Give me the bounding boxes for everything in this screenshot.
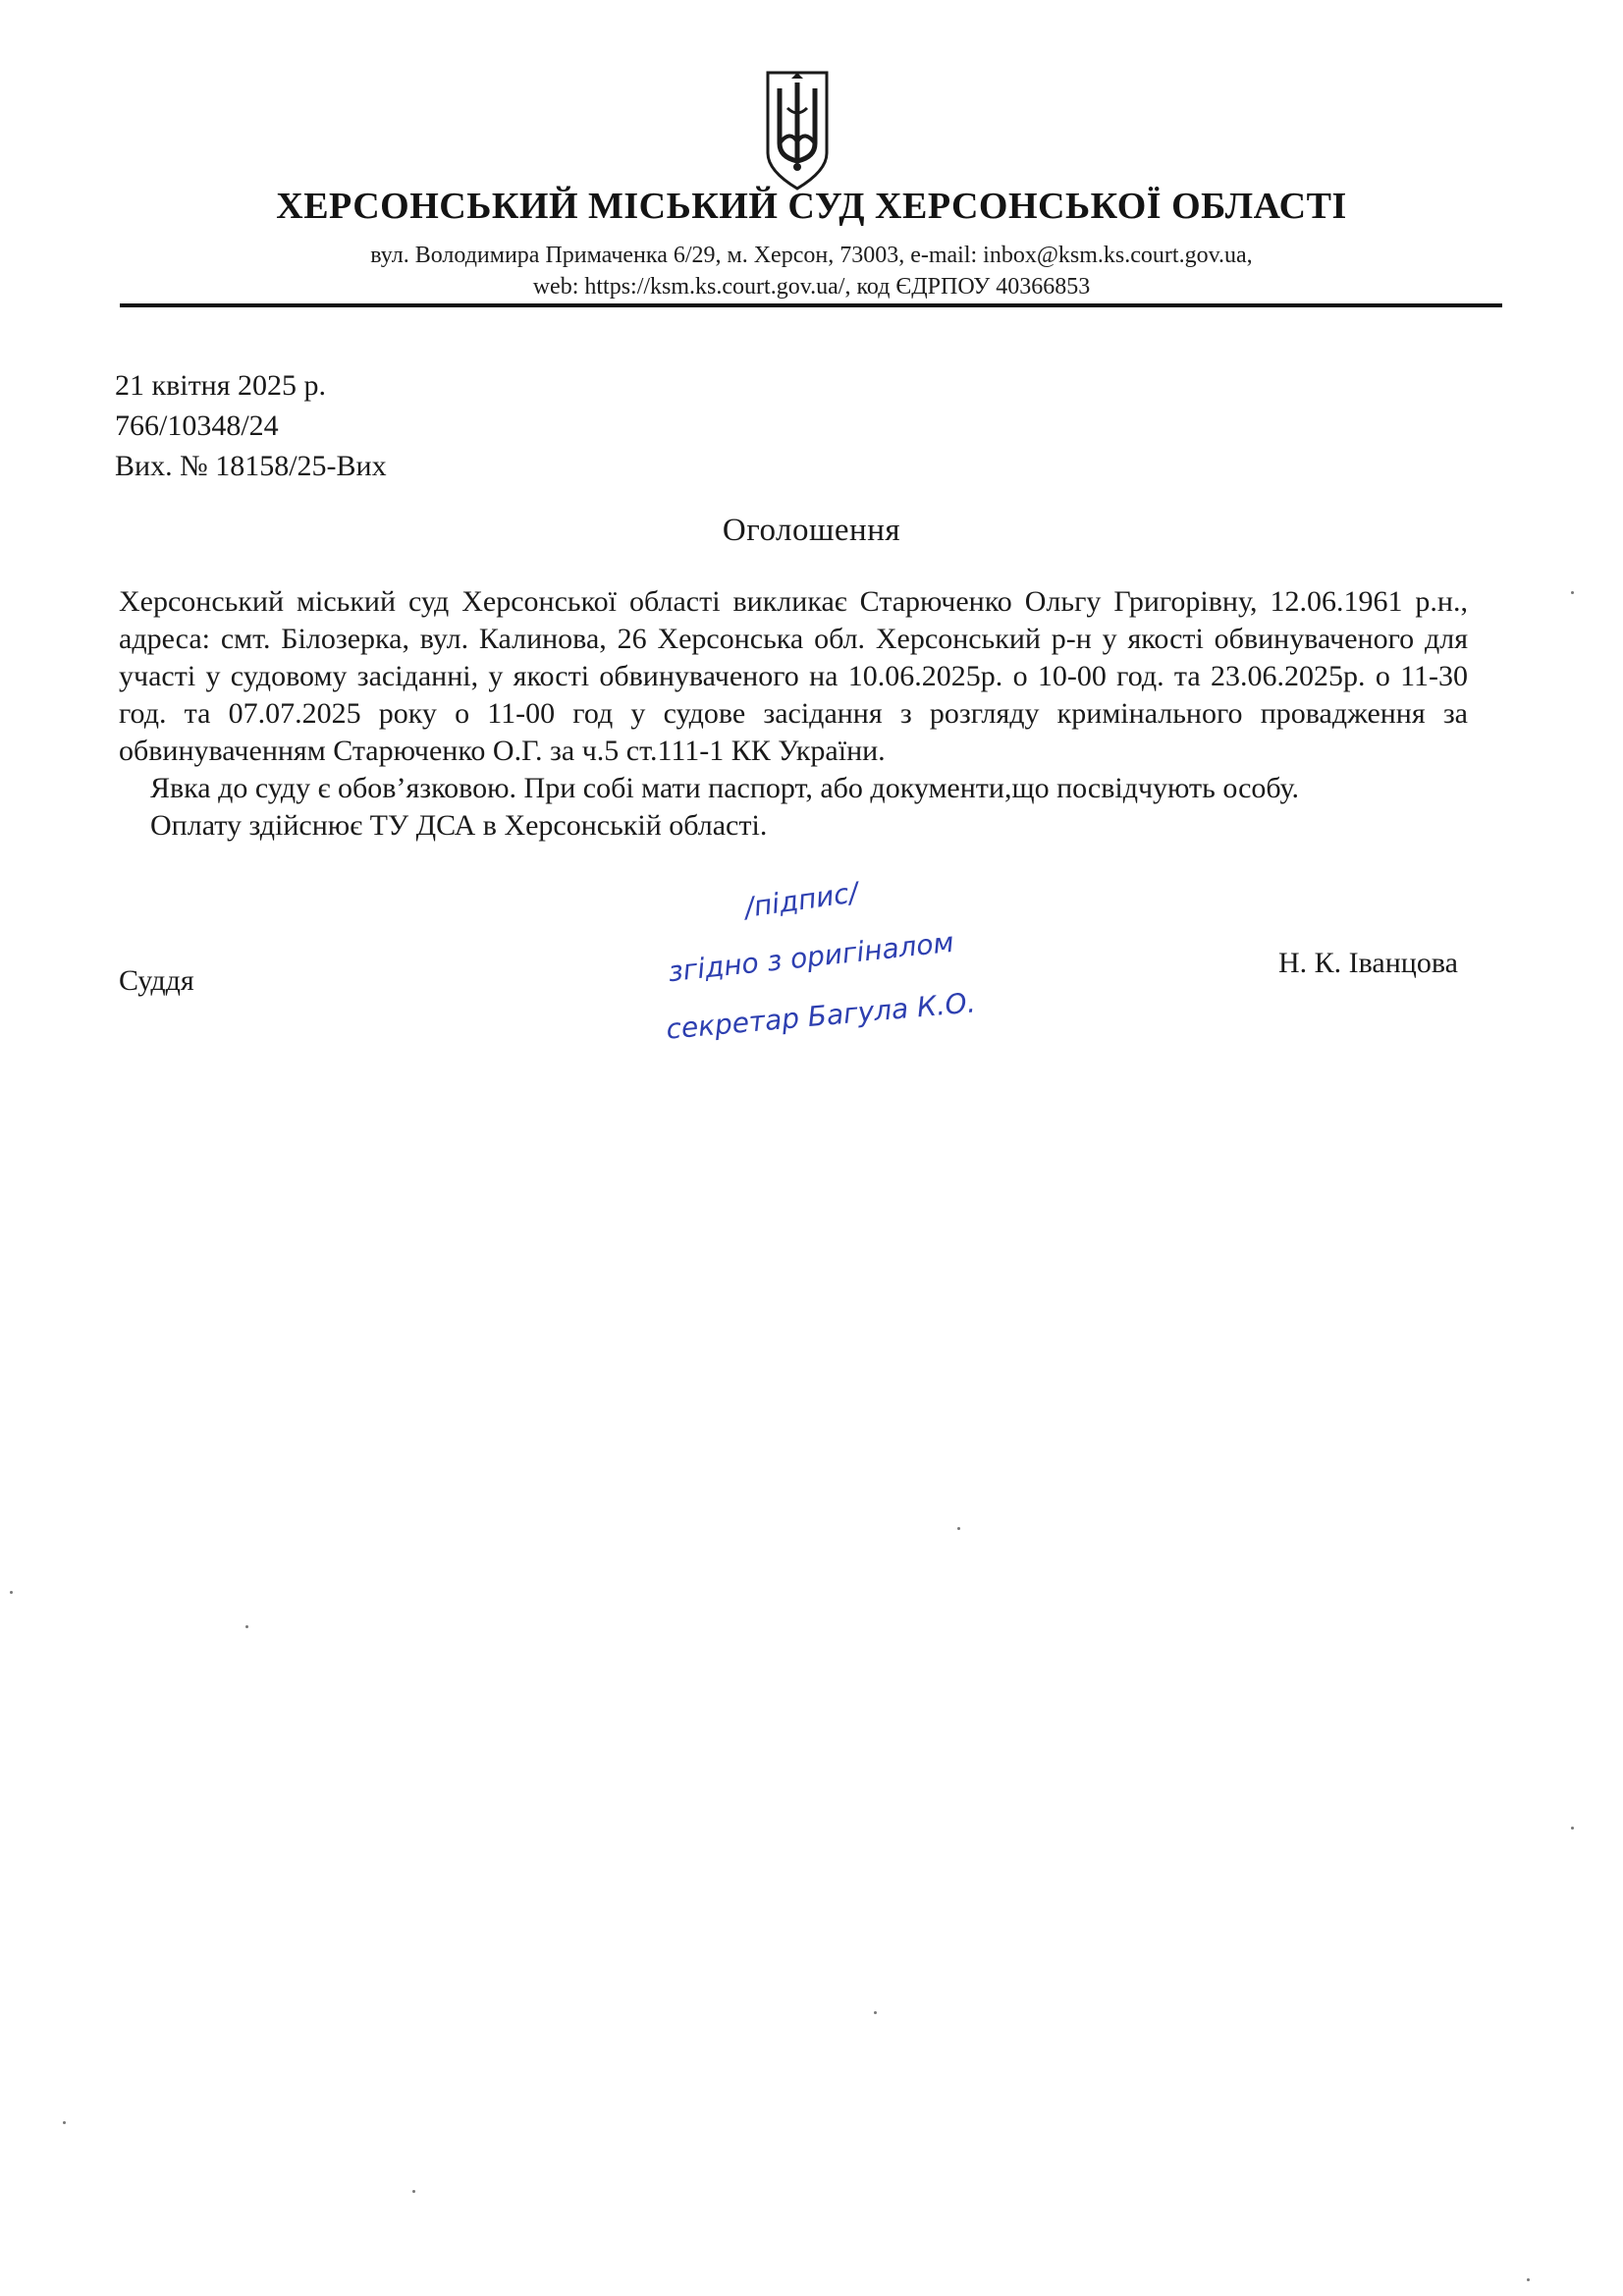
document-date: 21 квітня 2025 р. [115,369,327,402]
scan-speck [412,2190,415,2193]
scan-speck [874,2011,877,2014]
scan-speck [1571,591,1574,594]
judge-role: Суддя [119,964,194,997]
case-number: 766/10348/24 [115,410,279,442]
body-paragraph-3: Оплату здійснює ТУ ДСА в Херсонській області. [150,809,768,842]
scan-speck [1571,1827,1574,1830]
address-line-1: вул. Володимира Примаченка 6/29, м. Херсон, 73003, e-mail: inbox@ksm.ks.court.gov.ua, [370,243,1253,268]
document-title: Оголошення [722,513,901,548]
outgoing-number: Вих. № 18158/25-Вих [115,450,387,482]
address-line-2: web: https://ksm.ks.court.gov.ua/, код ЄДРПОУ 40366853 [532,274,1091,300]
body-paragraph-1: Херсонський міський суд Херсонської області викликає Старюченко Ольгу Григорівну, 12.06.1961 р.н., адреса: смт. Білозерка, вул. Калинова, 26 Херсонська обл. Херсонський р-н у якості обвинуваченого для участі у судовому засіданні, у якості обвинуваченого на 10.06.2025р. о 10-00 год. та 23.06.2025р. о 11-30 год. та 07.07.2025 року о 11-00 год у судове засідання з розгляду кримінального провадження за обвинуваченням Старюченко О.Г. за ч.5 ст.111-1 КК України. [119,585,1468,767]
handwritten-certified-note: згідно з оригіналом [667,925,956,989]
trident-coat-of-arms-icon [762,69,833,192]
handwritten-certification [648,876,1159,1061]
court-name: ХЕРСОНСЬКИЙ МІСЬКИЙ СУД ХЕРСОНСЬКОЇ ОБЛАСТІ [276,186,1347,227]
court-address [0,240,1623,302]
handwritten-secretary-note: секретар Багула К.О. [665,986,977,1046]
scan-speck [63,2121,66,2124]
body-paragraph-2: Явка до суду є обов’язковою. При собі мати паспорт, або документи,що посвідчують особу. [150,772,1300,804]
scan-speck [10,1591,13,1594]
document-meta [115,365,387,486]
scan-speck [957,1527,960,1530]
scan-speck [1527,2278,1530,2281]
judge-name: Н. К. Іванцова [1278,947,1458,979]
header-divider [120,303,1502,307]
handwritten-signature-note: /підпис/ [742,876,860,924]
scan-speck [245,1625,248,1628]
announcement-body [119,583,1468,845]
